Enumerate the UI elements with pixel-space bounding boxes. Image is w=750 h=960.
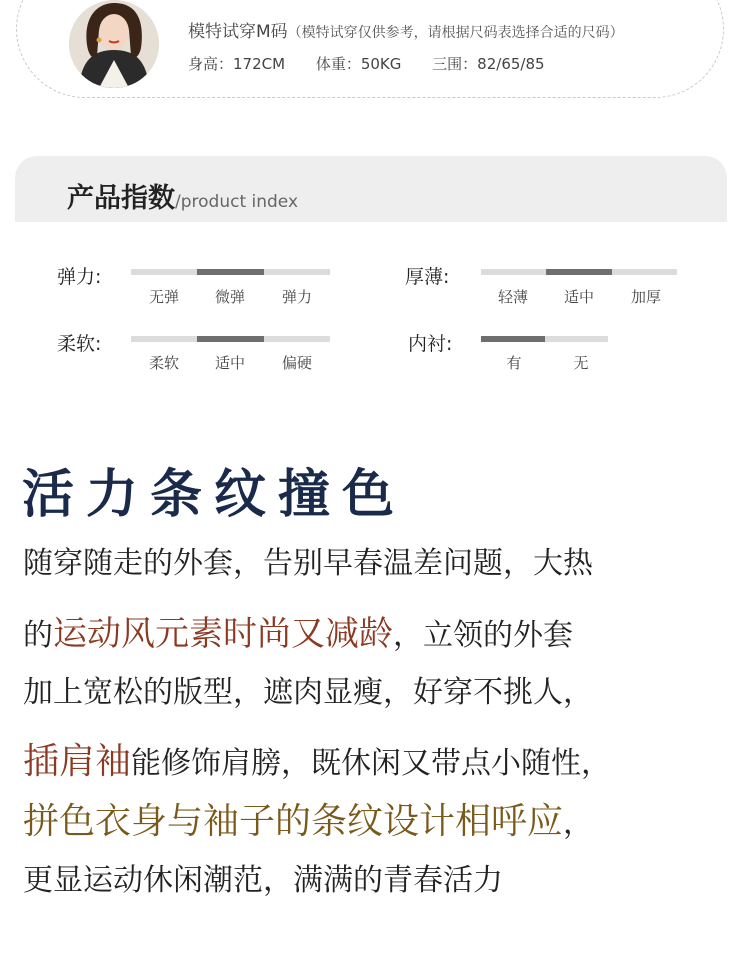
thickness-option-3: 加厚 bbox=[630, 288, 661, 306]
lining-label: 内衬: bbox=[408, 333, 453, 355]
lining-seg-2 bbox=[545, 336, 608, 342]
highlight-stripe-design: 拼色衣身与袖子的条纹设计相呼应 bbox=[23, 801, 564, 842]
softness-label: 柔软: bbox=[57, 333, 102, 355]
body-line-6: 更显运动休闲潮范，满满的青春活力 bbox=[23, 863, 503, 898]
body-line-1: 随穿随走的外套，告别早春温差问题，大热 bbox=[23, 546, 593, 581]
softness-seg-2 bbox=[197, 336, 264, 342]
product-index-subtitle: /product index bbox=[175, 192, 299, 212]
softness-option-3: 偏硬 bbox=[281, 354, 312, 372]
lining-option-2: 无 bbox=[573, 354, 589, 372]
body-line-2-c: ，立领的外套 bbox=[393, 618, 573, 653]
lining-seg-1 bbox=[481, 336, 545, 342]
model-avatar bbox=[69, 0, 159, 88]
model-stats bbox=[188, 53, 571, 74]
elasticity-label: 弹力: bbox=[57, 266, 102, 288]
product-index-header bbox=[15, 156, 727, 222]
elasticity-seg-3 bbox=[264, 269, 330, 275]
softness-seg-3 bbox=[264, 336, 330, 342]
thickness-bar bbox=[481, 269, 677, 275]
model-size-label: 模特试穿M码 bbox=[188, 22, 288, 42]
elasticity-seg-1 bbox=[131, 269, 197, 275]
highlight-raglan-sleeve: 插肩袖 bbox=[23, 741, 132, 782]
model-photo-icon bbox=[69, 0, 159, 88]
body-line-2-a: 的 bbox=[23, 618, 53, 653]
product-index-title-text: 产品指数 bbox=[67, 183, 175, 214]
headline: 活力条纹撞色 bbox=[22, 465, 407, 525]
thickness-label: 厚薄: bbox=[405, 266, 450, 288]
thickness-seg-2 bbox=[546, 269, 612, 275]
softness-bar bbox=[131, 336, 330, 342]
elasticity-seg-2 bbox=[197, 269, 264, 275]
body-line-4 bbox=[23, 733, 611, 784]
elasticity-option-3: 弹力 bbox=[281, 288, 312, 306]
elasticity-option-2: 微弹 bbox=[214, 288, 245, 306]
body-line-5 bbox=[23, 793, 593, 844]
softness-option-2: 适中 bbox=[214, 354, 245, 372]
softness-seg-1 bbox=[131, 336, 197, 342]
elasticity-option-1: 无弹 bbox=[148, 288, 179, 306]
body-line-2 bbox=[23, 606, 573, 655]
thickness-option-1: 轻薄 bbox=[497, 288, 528, 306]
body-line-5-b: ， bbox=[563, 806, 594, 841]
thickness-seg-1 bbox=[481, 269, 546, 275]
model-weight: 体重：50KG bbox=[315, 55, 402, 73]
product-index-title bbox=[67, 176, 298, 215]
body-line-4-b: 能修饰肩膀，既休闲又带点小随性， bbox=[131, 746, 612, 781]
model-size-title bbox=[188, 17, 624, 42]
model-height: 身高：172CM bbox=[188, 55, 286, 73]
thickness-option-2: 适中 bbox=[563, 288, 594, 306]
thickness-seg-3 bbox=[612, 269, 677, 275]
elasticity-bar bbox=[131, 269, 330, 275]
highlight-sport-style: 运动风元素时尚又减龄 bbox=[53, 614, 393, 654]
softness-option-1: 柔软 bbox=[148, 354, 179, 372]
model-measurements: 三围：82/65/85 bbox=[432, 55, 545, 73]
body-line-3: 加上宽松的版型，遮肉显瘦，好穿不挑人， bbox=[23, 675, 593, 710]
model-size-note: （模特试穿仅供参考，请根据尺码表选择合适的尺码） bbox=[287, 25, 624, 41]
lining-bar bbox=[481, 336, 608, 342]
lining-option-1: 有 bbox=[506, 354, 522, 372]
